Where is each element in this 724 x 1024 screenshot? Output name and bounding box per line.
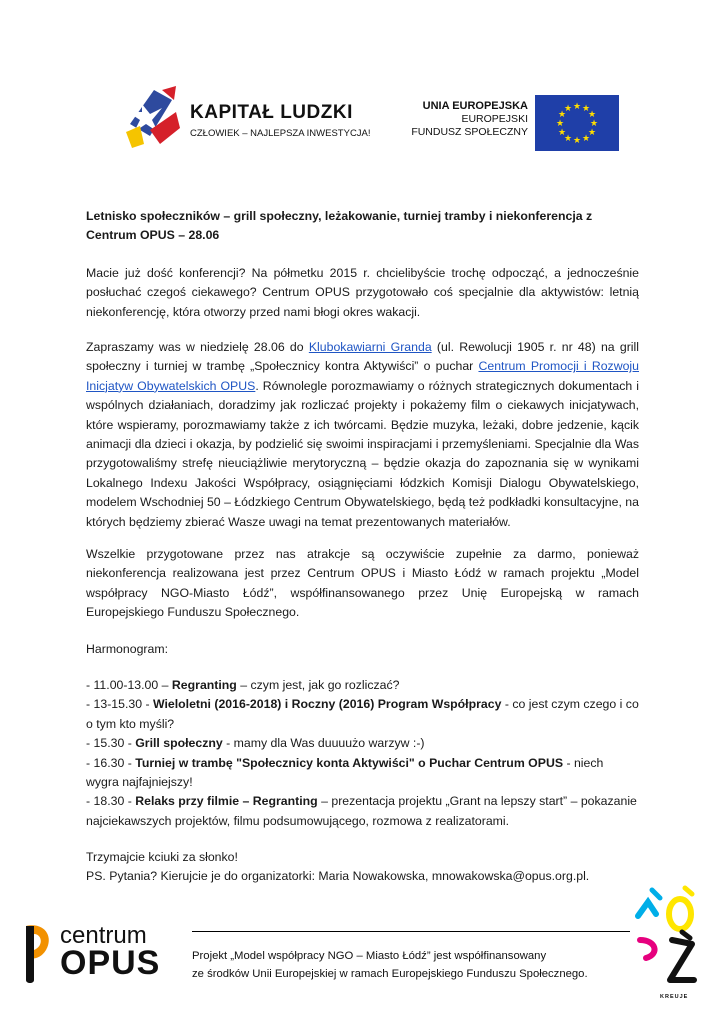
kapital-ludzki-logo xyxy=(120,82,370,152)
closing-line-1: Trzymajcie kciuki za słonko! xyxy=(86,850,238,864)
eu-line-1: UNIA EUROPEJSKA xyxy=(422,100,528,112)
svg-text:★: ★ xyxy=(557,128,567,138)
centrum-opus-link[interactable]: Centrum Promocji i Rozwoju Inicjatyw Obywatelskich OPUS xyxy=(86,359,639,393)
svg-text:★: ★ xyxy=(563,104,573,114)
eu-line-2: EUROPEJSKI xyxy=(461,113,528,125)
footer-funding-note xyxy=(192,947,632,983)
eu-text-block xyxy=(402,100,528,139)
closing-line-2: PS. Pytania? Kierujcie je do organizatorki: Maria Nowakowska, mnowakowska@opus.org.pl. xyxy=(86,869,590,884)
paragraph-invitation-part-c: . Równolegle porozmawiamy o różnych strategicznych dokumentach i wspólnych działaniach, doradzimy jak rozliczać projekty i pokażemy film o ciekawych inicjatywach, które wspieramy, porozmawiamy także z ich twórcami. Będzie muzyka, leżaki, dobre jedzenie, kącik animacji dla dzieci i okazja, by podzielić się swoimi inspiracjami i przemyśleniami. Specjalnie dla Was przygotowaliśmy strefę nieuciążliwie merytoryczną – będzie okazja do zapoznania się w wynikami Lokalnego Indexu Jakości Współpracy, osiągnięciami łódzkich Komisji Dialogu Obywatelskiego, modelem Wschodniej 50 – Łódzkiego Centrum Obywatelskiego, będą też podkładki konsultacyjne, na których będziemy zbierać Wasze uwagi na temat prezentowanych materiałów. xyxy=(86,378,639,529)
paragraph-intro: Macie już dość konferencji? Na półmetku 2015 r. chcielibyście trochę odpocząć, a jednocześnie posłuchać czegoś ciekawego? Centrum OPUS przygotowało coś specjalnie dla aktywistów: letnią niekonferencję, która otworzy przed nami błogi okres wakacji. xyxy=(86,266,639,319)
centrum-opus-logo xyxy=(20,920,170,986)
footer-line-1: Projekt „Model współpracy NGO – Miasto Łódź” jest współfinansowany xyxy=(192,950,547,962)
svg-text:★: ★ xyxy=(572,102,582,112)
opus-emblem-icon xyxy=(20,922,56,986)
schedule-heading: Harmonogram: xyxy=(86,642,169,656)
svg-text:★: ★ xyxy=(572,136,582,146)
lodz-kreuje-logo xyxy=(630,884,710,1004)
schedule-item: - 18.30 - Relaks przy filmie – Regranting – prezentacja projektu „Grant na lepszy start” – pokazanie najciekawszych projektów, filmu podsumowującego, rozmowa z realizatorami. xyxy=(86,794,637,828)
paragraph-invitation-part-a: Zapraszamy was w niedzielę 28.06 do xyxy=(86,340,309,354)
schedule-item: - 13-15.30 - Wieloletni (2016-2018) i Roczny (2016) Program Współpracy - co jest czym czego i co o tym kto myśli? xyxy=(86,697,639,731)
paragraph-invitation-part-b: (ul. Rewolucji 1905 r. nr 48) na grill społeczny i turniej w trambę „Społecznicy kontra Aktywiści” o puchar xyxy=(86,340,639,374)
footer-divider xyxy=(192,931,630,932)
eu-line-3: FUNDUSZ SPOŁECZNY xyxy=(411,126,528,138)
opus-logo-small-text: centrum xyxy=(60,922,147,949)
svg-text:★: ★ xyxy=(557,110,567,120)
paragraph-funding: Wszelkie przygotowane przez nas atrakcje są oczywiście zupełnie za darmo, ponieważ niekonferencja realizowana jest przez Centrum OPUS i Miasto Łódź w ramach projektu „Model współpracy NGO-Miasto Łódź”, współfinansowanego przez Unię Europejską w ramach Europejskiego Funduszu Społecznego. xyxy=(86,547,639,620)
svg-text:★: ★ xyxy=(581,134,591,144)
kreuje-label: KREUJE xyxy=(660,994,689,1000)
opus-logo-big-text: OPUS xyxy=(60,944,161,982)
svg-text:★: ★ xyxy=(555,119,565,129)
svg-text:★: ★ xyxy=(581,104,591,114)
article-title: Letnisko społeczników – grill społeczny, leżakowanie, turniej tramby i niekonferencja z Centrum OPUS – 28.06 xyxy=(86,209,593,243)
lodz-kreuje-emblem-icon xyxy=(630,884,710,992)
eu-flag-icon xyxy=(535,95,619,151)
schedule-list xyxy=(86,676,639,831)
schedule-item: - 15.30 - Grill społeczny - mamy dla Was duuuużo warzyw :-) xyxy=(86,736,425,751)
kapital-ludzki-title: KAPITAŁ LUDZKI xyxy=(190,102,353,123)
schedule-item: - 11.00-13.00 – Regranting – czym jest, jak go rozliczać? xyxy=(86,678,400,692)
svg-text:★: ★ xyxy=(589,119,599,129)
kapital-ludzki-emblem-icon xyxy=(120,82,186,152)
svg-text:★: ★ xyxy=(563,134,573,144)
schedule-item: - 16.30 - Turniej w trambę "Społecznicy konta Aktywiści" o Puchar Centrum OPUS - niech wygra najfajniejszy! xyxy=(86,755,604,790)
svg-text:★: ★ xyxy=(587,128,597,138)
klubokawiarnia-granda-link[interactable]: Klubokawiarni Granda xyxy=(308,340,432,354)
closing-block xyxy=(86,848,639,887)
svg-text:★: ★ xyxy=(587,110,597,120)
paragraph-invitation xyxy=(86,338,639,532)
kapital-ludzki-subtitle: CZŁOWIEK – NAJLEPSZA INWESTYCJA! xyxy=(190,128,371,139)
footer-line-2: ze środków Unii Europejskiej w ramach Europejskiego Funduszu Społecznego. xyxy=(192,968,588,980)
